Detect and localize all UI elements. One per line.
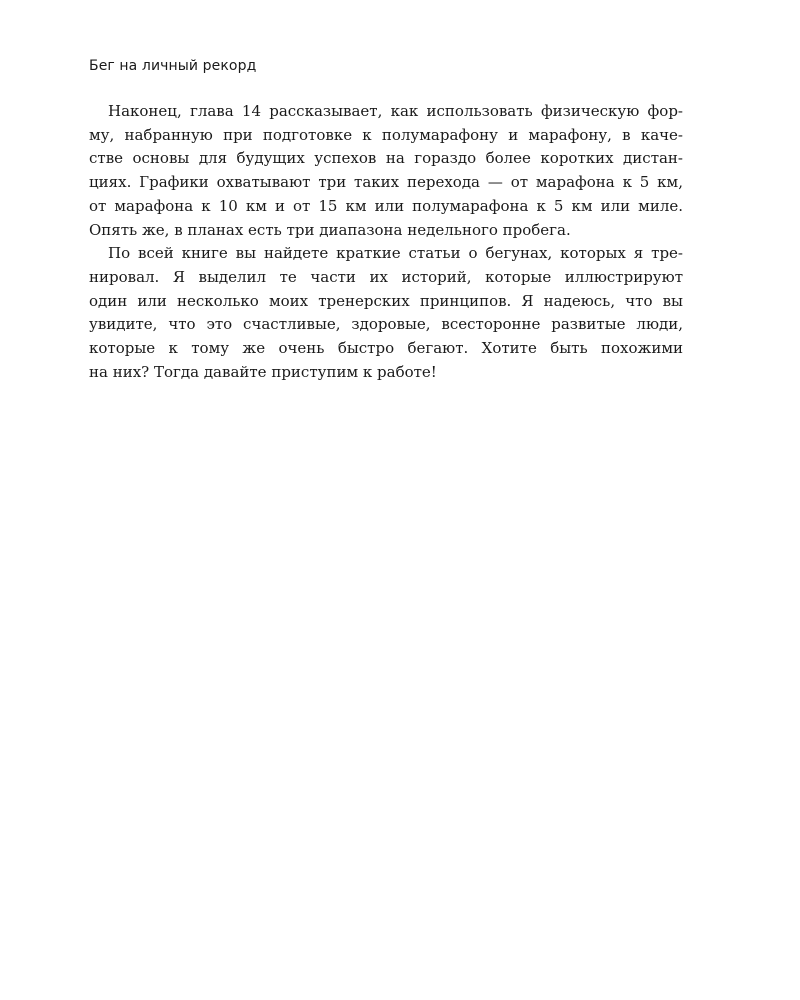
text-line: на них? Тогда давайте приступим к работе! [89, 362, 437, 381]
text-line: По всей книге вы найдете краткие статьи о бегунах, которых я тре- [108, 244, 683, 263]
body-text [89, 100, 683, 384]
text-line: увидите, что это счастливые, здоровые, всесторонне развитые люди, [89, 315, 683, 334]
text-line: му, набранную при подготовке к полумарафону и марафону, в каче- [89, 125, 683, 144]
text-line: один или несколько моих тренерских принципов. Я надеюсь, что вы [89, 291, 683, 310]
text-line: циях. Графики охватывают три таких перехода — от марафона к 5 км, [89, 173, 683, 192]
paragraph-1 [89, 100, 683, 242]
running-head: Бег на личный рекорд [89, 58, 257, 74]
paragraph-2 [89, 242, 683, 384]
text-line: нировал. Я выделил те части их историй, которые иллюстрируют [89, 267, 683, 286]
text-line: Опять же, в планах есть три диапазона недельного пробега. [89, 220, 571, 239]
text-line: стве основы для будущих успехов на гораздо более коротких дистан- [89, 149, 683, 168]
text-line: от марафона к 10 км и от 15 км или полумарафона к 5 км или миле. [89, 196, 683, 215]
text-line: которые к тому же очень быстро бегают. Хотите быть похожими [89, 339, 683, 358]
text-line: Наконец, глава 14 рассказывает, как использовать физическую фор- [108, 102, 683, 120]
